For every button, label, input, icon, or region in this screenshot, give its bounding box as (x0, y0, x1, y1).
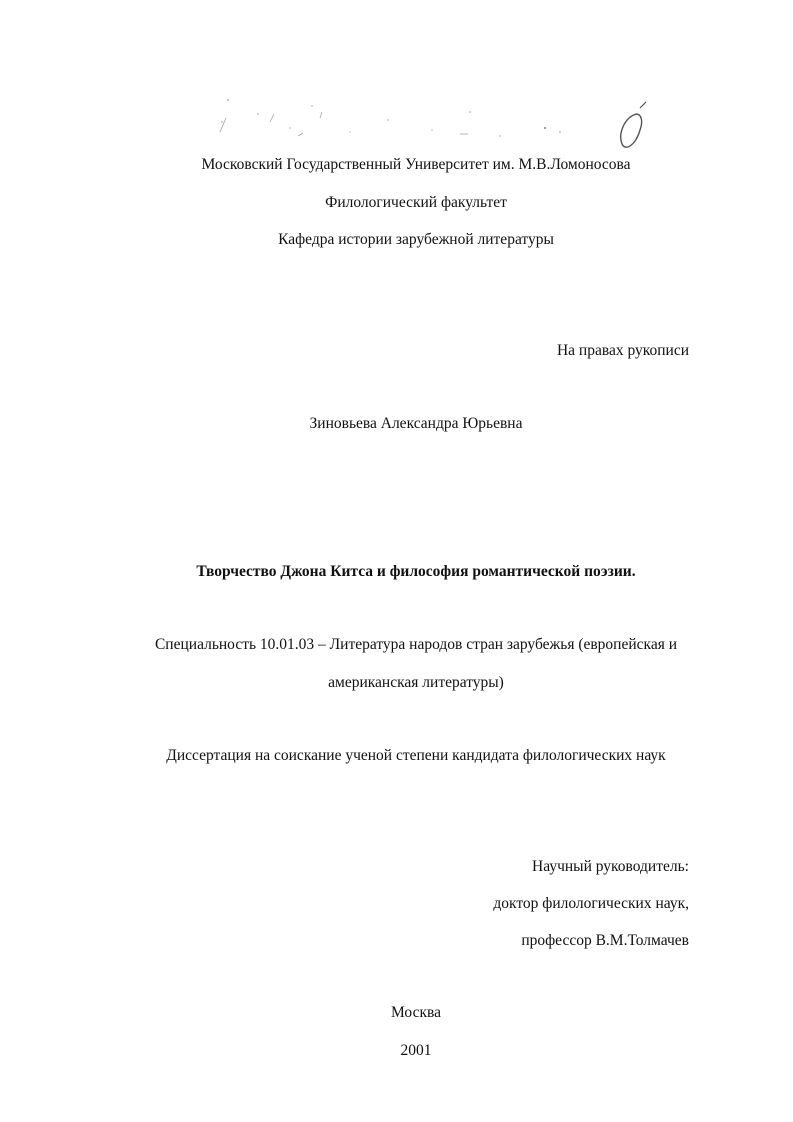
handwritten-mark-icon (612, 100, 652, 152)
manuscript-note: На правах рукописи (556, 342, 689, 359)
dissertation-title: Творчество Джона Китса и философия романтической поэзии. (196, 563, 636, 580)
specialty-line-2: американская литературы) (328, 674, 504, 691)
dissertation-degree: Диссертация на соискание ученой степени кандидата филологических наук (166, 747, 666, 764)
university-name: Московский Государственный Университет им. М.В.Ломоносова (201, 156, 631, 173)
department-name: Кафедра истории зарубежной литературы (278, 231, 554, 248)
scan-noise-marks (200, 92, 570, 142)
author-name: Зиновьева Александра Юрьевна (309, 415, 523, 432)
supervisor-name: профессор В.М.Толмачев (521, 932, 689, 949)
supervisor-degree: доктор филологических наук, (493, 895, 689, 912)
city: Москва (391, 1004, 441, 1021)
year: 2001 (400, 1042, 432, 1059)
supervisor-label: Научный руководитель: (532, 858, 689, 875)
specialty-line-1: Специальность 10.01.03 – Литература народов стран зарубежья (европейская и (154, 636, 678, 653)
faculty-name: Филологический факультет (325, 194, 507, 211)
